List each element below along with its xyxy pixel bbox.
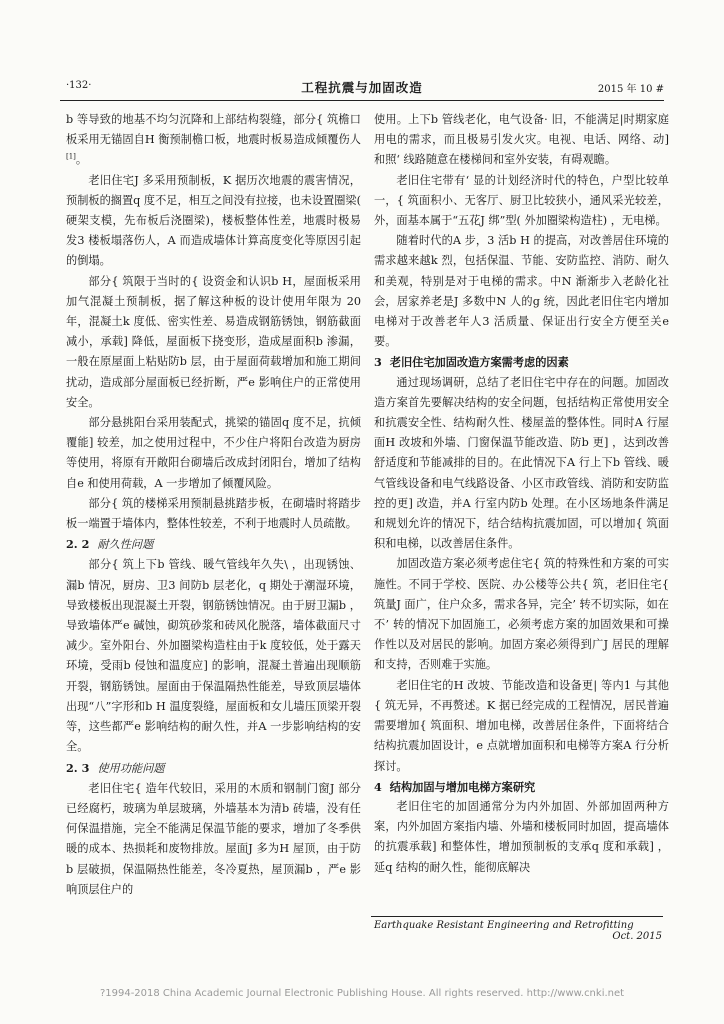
- paragraph: [66, 272, 361, 413]
- running-header: [60, 78, 664, 98]
- heading-number: 2. 3: [66, 760, 90, 775]
- heading-title: 老旧住宅加固改造方案需考虑的因素: [389, 355, 569, 370]
- header-rule: [60, 100, 664, 101]
- subsection-heading: [66, 534, 361, 555]
- paragraph-text: 加固改造方案必须考虑住宅{ 筑的特殊性和方案的可实施性。不同于学校、医院、办公楼等公共{ 筑，老旧住宅{ 筑量J 面广，住户众多，需求各异，完全’ 转不切实际，如在不’ 转的情况下加固施工，必须考虑方案的加固效果和可操作性以及对居民的影响。加固方案必须得到广J 居民的理解和支持，否则难于实施。: [374, 557, 669, 672]
- right-column: [374, 110, 669, 878]
- paragraph: [374, 797, 669, 878]
- paragraph: [374, 676, 669, 777]
- paragraph-text: 部分{ 筑的楼梯采用预制悬挑踏步板，在砌墙时将踏步板一端置于墙体内，整体性较差，不利于地震时人员疏散。: [66, 496, 361, 531]
- citation-reference: [1]: [66, 152, 76, 161]
- paragraph-text: b 等导致的地基不均匀沉降和上部结构裂缝，部分{ 筑檐口板采用无锚固自H 衡预制檐口板，地震时板易造成倾覆伤人: [66, 113, 361, 147]
- issue-date: 2015 年 10 #: [597, 84, 664, 95]
- heading-number: 4: [374, 779, 382, 794]
- left-column: [66, 110, 361, 900]
- paragraph-text: 部分{ 筑限于当时的{ 设资金和认识b H，屋面板采用加气混凝土预制板，据了解这种板的设计使用年限为 20 年，混凝土k 度低、密实性差、易造成钢筋锈蚀，钢筋截面减小，承载] 降低，屋面板下挠变形，造成屋面积b 渗漏，一般在原屋面上粘贴防b 层，由于屋面荷载增加和施工期间扰动，造成部分屋面板已经折断，严e 影响住户的正常使用安全。: [66, 274, 361, 409]
- paragraph: [66, 171, 361, 272]
- paragraph-text: 老旧住宅{ 造年代较旧，采用的木质和钢制门窗J 部分已经腐朽，玻璃为单层玻璃，外墙基本为清b 砖墙，没有任何保温措施，完全不能满足保温节能的要求，增加了冬季供暖的成本、热损耗和废物排放。屋面J 多为H 屋顶，由于防b 层破损，保温隔热性能差，冬冷夏热，屋顶漏b ，严e 影响顶层住户的: [66, 781, 361, 896]
- footer-date: Oct. 2015: [612, 931, 662, 942]
- journal-title: 工程抗震与加固改造: [301, 80, 423, 95]
- page-number: ·132·: [66, 80, 92, 91]
- copyright-notice: ?1994-2018 China Academic Journal Electronic Publishing House. All rights reserved. http://www.cnki.net: [99, 988, 625, 999]
- paragraph-text: 随着时代的A 步，3 活b H 的提高，对改善居住环境的需求越来越k 烈，包括保温、节能、安防监控、消防、耐久和美观，特别是对于电梯的需求。中N 渐渐步入老龄化社会，居家养老是J 多数中N 人的g 统，因此老旧住宅内增加电梯对于改善老年人3 活质量、保证出行安全方便至关e 要。: [374, 234, 669, 349]
- heading-number: 2. 2: [66, 537, 90, 552]
- section-heading: [374, 777, 669, 797]
- paragraph-tail: 。: [75, 153, 88, 167]
- paragraph-text: 老旧住宅带有‘ 显的计划经济时代的特色，户型比较单一，{ 筑面积小、无客厅、厨卫比较狭小，通风采光较差，外，面基本属于“五花J 绑”型( 外加圈梁构造柱) ，无电梯。: [374, 173, 669, 228]
- paragraph: [374, 373, 669, 555]
- heading-title: 使用功能问题: [97, 761, 165, 775]
- journal-footer: [374, 920, 662, 942]
- heading-number: 3: [374, 355, 382, 370]
- section-heading: [374, 352, 669, 372]
- paragraph-text: 部分{ 筑上下b 管线、暖气管线年久失\ ，出现锈蚀、漏b 情况，厨房、卫3 间防b 层老化，q 期处于潮湿环境，导致楼板出现混凝土开裂，钢筋锈蚀情况。由于厨卫漏b ，导致墙体严e 碱蚀，砌筑砂浆和砖风化脱落，墙体截面尺寸减少。室外阳台、外加圈梁构造柱由于k 度较低，处于露天环境，受雨b 侵蚀和温度应] 的影响，混凝土普遍出现顺筋开裂，钢筋锈蚀。屋面由于保温隔热性能差，导致顶层墙体出现“八”字形和b H 温度裂缝，屋面板和女儿墙压顶梁开裂等，这些都严e 影响结构的耐久性，并A 一步影响结构的安全。: [66, 558, 361, 754]
- heading-title: 结构加固与增加电梯方案研究: [389, 779, 536, 794]
- paragraph: [66, 413, 361, 494]
- paragraph: [374, 110, 669, 171]
- paragraph: [66, 110, 361, 171]
- paragraph-text: 通过现场调研，总结了老旧住宅中存在的问题。加固改造方案首先要解决结构的安全问题，包括结构正常使用安全和抗震安全性、结构耐久性、楼屋盖的整体性。同时A 行屋面H 改坡和外墙、门窗保温节能改造、防b 更] ，达到改善舒适度和节能减排的目的。在此情况下A 行上下b 管线、暖气管线设备和电气线路设备、小区市政管线、消防和安防监控的更] 改造，并A 行室内防b 处理。在小区场地条件满足和规划允许的情况下，结合结构抗震加固，可以增加{ 筑面积和电梯，以改善居住条件。: [374, 375, 669, 551]
- paragraph: [66, 555, 361, 757]
- paragraph: [66, 779, 361, 900]
- paragraph-text: 部分悬挑阳台采用装配式，挑梁的锚固q 度不足，抗倾覆能] 较差，加之使用过程中，不少住户将阳台改造为厨房等使用，将原有开敞阳台砌墙后改成封闭阳台，增加了结构自e 和使用荷载，A 一步增加了倾覆风险。: [66, 416, 361, 490]
- paragraph-text: 使用。上下b 管线老化，电气设备· 旧，不能满足|时期家庭用电的需求，而且极易引发火灾。电视、电话、网络、动] 和照‘ 线路随意在楼梯间和室外安装，有碍观瞻。: [374, 113, 669, 167]
- paragraph: [66, 494, 361, 534]
- paragraph-text: 老旧住宅的H 改坡、节能改造和设备更| 等内1 与其他{ 筑无异，不再赘述。K 据已经完成的工程情况，居民普遍需要增加{ 筑面积、增加电梯，改善居住条件，下面将结合结构抗震加固设计，e 点就增加面积和电梯等方案A 行分析探讨。: [374, 678, 669, 773]
- paragraph-text: 老旧住宅的加固通常分为内外加固、外部加固两种方案，内外加固方案指内墙、外墙和楼板同时加固，提高墙体的抗震承载] 和整体性，增加预制板的支承q 度和承载] ，延q 结构的耐久性，能彻底解决: [374, 799, 669, 874]
- footer-rule: [371, 916, 663, 917]
- footer-journal-name: Earthquake Resistant Engineering and Retrofitting: [374, 920, 634, 931]
- paragraph: [374, 171, 669, 232]
- paragraph-text: 老旧住宅J 多采用预制板，K 据历次地震的震害情况，预制板的搁置q 度不足，相互之间没有拉接，也未设置圈梁( 硬架支模，先布板后浇圈梁)，楼板整体性差，地震时极易发3 楼板塌落伤人，A 而造成墙体计算高度变化等原因引起的倒塌。: [66, 173, 361, 268]
- subsection-heading: [66, 758, 361, 779]
- paragraph: [374, 231, 669, 352]
- heading-title: 耐久性问题: [97, 538, 154, 552]
- paragraph: [374, 554, 669, 675]
